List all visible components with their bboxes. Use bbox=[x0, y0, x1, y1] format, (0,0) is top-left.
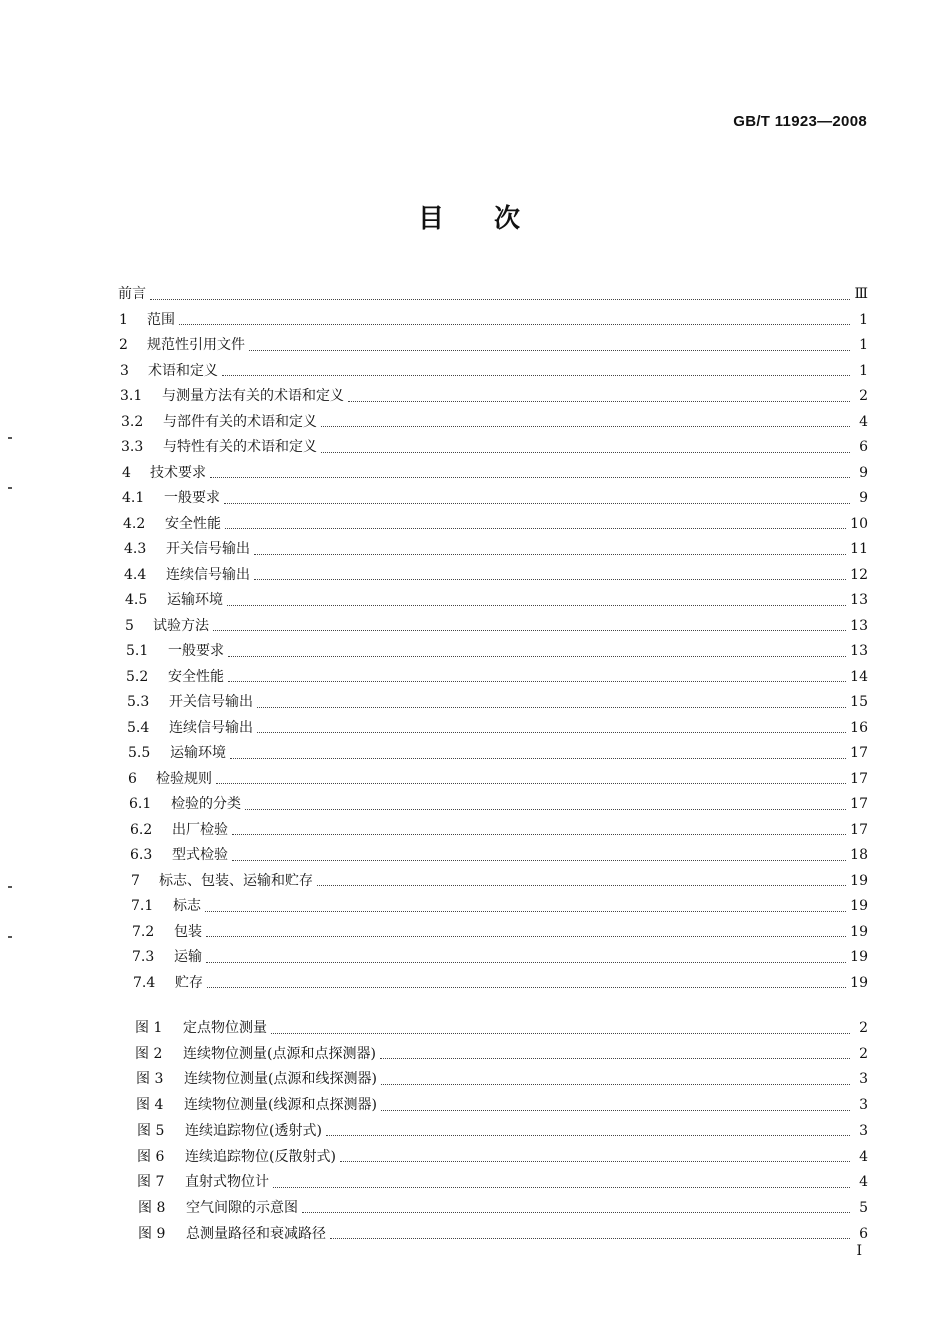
toc-entry-label: 标志、包装、运输和贮存 bbox=[159, 872, 313, 889]
toc-entry[interactable] bbox=[125, 589, 868, 613]
dot-leader bbox=[179, 324, 850, 325]
toc-entry[interactable] bbox=[130, 819, 868, 843]
dot-leader bbox=[150, 299, 850, 300]
toc-entry[interactable] bbox=[127, 691, 868, 715]
figure-entry-label: 空气间隙的示意图 bbox=[186, 1199, 298, 1216]
figure-entry-number: 图 1 bbox=[135, 1020, 163, 1036]
figure-entry-page: 3 bbox=[859, 1097, 868, 1114]
toc-entry[interactable] bbox=[128, 742, 868, 766]
figure-entry-number: 图 2 bbox=[135, 1045, 163, 1062]
toc-entry-label: 前言 bbox=[118, 286, 146, 302]
toc-entry-page: 16 bbox=[850, 719, 868, 736]
figure-entry-number: 图 8 bbox=[138, 1199, 166, 1216]
figure-entry-number: 图 5 bbox=[137, 1122, 165, 1139]
dot-leader bbox=[348, 401, 850, 402]
toc-entry-page: 19 bbox=[850, 974, 868, 991]
dot-leader bbox=[254, 579, 846, 580]
dot-leader bbox=[326, 1135, 850, 1136]
toc-entry-label: 贮存 bbox=[175, 974, 203, 991]
toc-entry-page: 9 bbox=[859, 490, 868, 506]
toc-entry[interactable] bbox=[128, 768, 868, 792]
toc-entry[interactable] bbox=[122, 462, 868, 486]
toc-entry-page: 1 bbox=[859, 362, 868, 379]
dot-leader bbox=[330, 1238, 850, 1239]
toc-entry-label: 一般要求 bbox=[164, 490, 220, 506]
dot-leader bbox=[302, 1212, 850, 1213]
toc-entry-page: 12 bbox=[850, 566, 868, 583]
toc-entry-number: 6.2 bbox=[130, 821, 153, 838]
figure-entry-page: 4 bbox=[859, 1148, 868, 1165]
toc-entry-page: 2 bbox=[859, 388, 868, 404]
dot-leader bbox=[216, 783, 846, 784]
dot-leader bbox=[205, 911, 846, 912]
toc-entry[interactable] bbox=[129, 793, 868, 817]
toc-entry-label: 技术要求 bbox=[150, 464, 206, 481]
dot-leader bbox=[213, 630, 846, 631]
toc-entry[interactable] bbox=[133, 972, 868, 996]
toc-entry[interactable] bbox=[120, 360, 868, 384]
toc-entry[interactable] bbox=[130, 844, 868, 868]
toc-entry-number: 7.3 bbox=[132, 949, 155, 965]
toc-entry[interactable] bbox=[119, 309, 868, 333]
toc-entry-label: 型式检验 bbox=[172, 847, 228, 863]
toc-entry-page: 15 bbox=[850, 694, 868, 710]
toc-entry-number: 4.1 bbox=[122, 490, 145, 506]
standard-code: GB/T 11923—2008 bbox=[733, 113, 867, 130]
dot-leader bbox=[206, 962, 846, 963]
toc-entry[interactable] bbox=[120, 385, 868, 409]
dot-leader bbox=[206, 936, 846, 937]
figure-entry-label: 连续追踪物位(透射式) bbox=[185, 1122, 322, 1139]
toc-entry[interactable] bbox=[132, 921, 868, 945]
dot-leader bbox=[232, 860, 846, 861]
figure-entry[interactable] bbox=[137, 1171, 868, 1195]
dot-leader bbox=[228, 656, 846, 657]
figure-entry-number: 图 4 bbox=[136, 1097, 164, 1114]
toc-entry-number: 7.4 bbox=[133, 974, 156, 991]
dot-leader bbox=[381, 1084, 850, 1085]
toc-entry-label: 与测量方法有关的术语和定义 bbox=[162, 388, 344, 404]
toc-entry-label: 安全性能 bbox=[165, 515, 221, 532]
dot-leader bbox=[225, 528, 846, 529]
figure-entry-number: 图 7 bbox=[137, 1174, 165, 1191]
toc-entry-label: 试验方法 bbox=[153, 617, 209, 634]
dot-leader bbox=[207, 987, 846, 988]
scan-mark bbox=[8, 437, 12, 439]
toc-entry-label: 术语和定义 bbox=[148, 362, 218, 379]
figure-entry[interactable] bbox=[138, 1223, 868, 1247]
toc-entry-label: 开关信号输出 bbox=[166, 541, 250, 557]
toc-entry-number: 4.3 bbox=[124, 541, 147, 557]
dot-leader bbox=[230, 758, 846, 759]
toc-entry-label: 检验规则 bbox=[156, 770, 212, 787]
figure-entry[interactable] bbox=[138, 1197, 868, 1221]
toc-entry[interactable] bbox=[131, 870, 868, 894]
toc-entry-number: 7.2 bbox=[132, 923, 155, 940]
scan-mark bbox=[8, 886, 12, 888]
toc-entry-label: 标志 bbox=[173, 898, 201, 914]
dot-leader bbox=[245, 809, 846, 810]
dot-leader bbox=[340, 1161, 850, 1162]
toc-entry[interactable] bbox=[123, 513, 868, 537]
toc-entry-number: 5 bbox=[125, 617, 134, 634]
toc-entry-page: 19 bbox=[850, 872, 868, 889]
dot-leader bbox=[232, 834, 846, 835]
toc-entry-number: 4.2 bbox=[123, 515, 146, 532]
toc-entry-page: 19 bbox=[850, 949, 868, 965]
figure-entry-page: 3 bbox=[859, 1122, 868, 1139]
toc-entry-page: 19 bbox=[850, 923, 868, 940]
dot-leader bbox=[254, 554, 846, 555]
toc-entry-number: 6.3 bbox=[130, 847, 153, 863]
toc-entry-page: 14 bbox=[850, 668, 868, 685]
toc-entry[interactable] bbox=[131, 895, 868, 919]
dot-leader bbox=[317, 885, 846, 886]
dot-leader bbox=[257, 707, 846, 708]
figure-entry-label: 直射式物位计 bbox=[185, 1174, 269, 1191]
toc-entry-label: 出厂检验 bbox=[172, 821, 228, 838]
toc-entry-label: 开关信号输出 bbox=[169, 694, 253, 710]
toc-entry-number: 3.1 bbox=[120, 388, 143, 404]
figure-entry-page: 3 bbox=[859, 1071, 868, 1088]
dot-leader bbox=[210, 477, 850, 478]
toc-entry-label: 检验的分类 bbox=[171, 796, 241, 812]
toc-entry-number: 7.1 bbox=[131, 898, 154, 914]
figure-entry-number: 图 3 bbox=[136, 1071, 164, 1088]
toc-entry-number: 3.3 bbox=[121, 439, 144, 455]
toc-entry-page: 17 bbox=[850, 770, 868, 787]
scan-mark bbox=[8, 487, 12, 489]
dot-leader bbox=[227, 605, 846, 606]
dot-leader bbox=[228, 681, 846, 682]
figure-entry[interactable] bbox=[137, 1146, 868, 1170]
toc-entry-page: 17 bbox=[850, 745, 868, 761]
toc-entry-number: 3 bbox=[120, 362, 129, 379]
dot-leader bbox=[321, 426, 850, 427]
toc-entry-page: 10 bbox=[850, 515, 868, 532]
figure-entry-label: 连续物位测量(点源和线探测器) bbox=[184, 1071, 377, 1088]
toc-entry-page: 6 bbox=[859, 439, 868, 455]
toc-entry-number: 7 bbox=[131, 872, 140, 889]
toc-entry-label: 运输 bbox=[174, 949, 202, 965]
toc-entry-number: 2 bbox=[119, 337, 128, 353]
toc-entry-label: 包装 bbox=[174, 923, 202, 940]
dot-leader bbox=[224, 503, 850, 504]
figure-entry-label: 连续追踪物位(反散射式) bbox=[185, 1148, 336, 1165]
toc-entry[interactable] bbox=[119, 334, 868, 358]
figure-entry-page: 5 bbox=[859, 1199, 868, 1216]
toc-entry-label: 范围 bbox=[147, 311, 175, 328]
toc-entry-number: 5.2 bbox=[126, 668, 149, 685]
page-title: 目次 bbox=[417, 204, 570, 234]
toc-entry-number: 5.3 bbox=[127, 694, 150, 710]
toc-entry-page: 1 bbox=[859, 337, 868, 353]
figure-entry-number: 图 6 bbox=[137, 1148, 165, 1165]
figure-entry-page: 2 bbox=[859, 1020, 868, 1036]
toc-entry-number: 6.1 bbox=[129, 796, 152, 812]
toc-entry-page: 4 bbox=[859, 413, 868, 430]
dot-leader bbox=[257, 732, 846, 733]
toc-entry[interactable] bbox=[124, 564, 868, 588]
dot-leader bbox=[249, 350, 850, 351]
toc-entry-label: 一般要求 bbox=[168, 643, 224, 659]
figure-entry-number: 图 9 bbox=[138, 1225, 166, 1242]
toc-entry-page: Ⅲ bbox=[854, 286, 868, 302]
toc-entry-page: 11 bbox=[850, 541, 868, 557]
toc-entry-number: 3.2 bbox=[121, 413, 144, 430]
toc-entry-page: 13 bbox=[850, 643, 868, 659]
toc-entry-number: 1 bbox=[119, 311, 128, 328]
toc-entry[interactable] bbox=[121, 411, 868, 435]
figure-entry-label: 定点物位测量 bbox=[183, 1020, 267, 1036]
dot-leader bbox=[381, 1110, 850, 1111]
toc-entry-page: 9 bbox=[859, 464, 868, 481]
toc-entry[interactable] bbox=[122, 487, 868, 511]
toc-entry-page: 13 bbox=[850, 592, 868, 608]
figure-entry-label: 连续物位测量(线源和点探测器) bbox=[184, 1097, 377, 1114]
toc-entry-page: 17 bbox=[850, 821, 868, 838]
toc-entry-page: 18 bbox=[850, 847, 868, 863]
figure-entry[interactable] bbox=[137, 1120, 868, 1144]
toc-entry-page: 1 bbox=[859, 311, 868, 328]
toc-entry-label: 规范性引用文件 bbox=[147, 337, 245, 353]
toc-entry-number: 4.5 bbox=[125, 592, 148, 608]
toc-entry-number: 5.5 bbox=[128, 745, 151, 761]
toc-entry[interactable] bbox=[125, 615, 868, 639]
toc-entry[interactable] bbox=[124, 538, 868, 562]
dot-leader bbox=[222, 375, 850, 376]
toc-entry-label: 运输环境 bbox=[170, 745, 226, 761]
toc-entry-label: 连续信号输出 bbox=[169, 719, 253, 736]
page-number: I bbox=[856, 1243, 862, 1259]
dot-leader bbox=[271, 1033, 850, 1034]
toc-entry-label: 与特性有关的术语和定义 bbox=[163, 439, 317, 455]
toc-entry-number: 5.1 bbox=[126, 643, 149, 659]
toc-entry-label: 连续信号输出 bbox=[166, 566, 250, 583]
toc-entry-number: 4 bbox=[122, 464, 131, 481]
toc-entry-label: 运输环境 bbox=[167, 592, 223, 608]
dot-leader bbox=[273, 1187, 850, 1188]
toc-entry[interactable] bbox=[118, 283, 868, 307]
toc-entry-label: 与部件有关的术语和定义 bbox=[163, 413, 317, 430]
toc-entry-number: 5.4 bbox=[127, 719, 150, 736]
toc-entry-label: 安全性能 bbox=[168, 668, 224, 685]
dot-leader bbox=[321, 452, 850, 453]
toc-entry-number: 4.4 bbox=[124, 566, 147, 583]
figure-entry-label: 总测量路径和衰减路径 bbox=[186, 1225, 326, 1242]
toc-entry[interactable] bbox=[132, 946, 868, 970]
toc-entry[interactable] bbox=[126, 666, 868, 690]
figure-entry-page: 2 bbox=[859, 1045, 868, 1062]
toc-entry[interactable] bbox=[127, 717, 868, 741]
figure-entry[interactable] bbox=[135, 1017, 868, 1041]
scan-mark bbox=[8, 936, 12, 938]
figure-entry-page: 4 bbox=[859, 1174, 868, 1191]
dot-leader bbox=[380, 1058, 850, 1059]
figure-entry-label: 连续物位测量(点源和点探测器) bbox=[183, 1045, 376, 1062]
toc-entry[interactable] bbox=[121, 436, 868, 460]
figure-entry[interactable] bbox=[136, 1094, 868, 1118]
toc-entry[interactable] bbox=[126, 640, 868, 664]
figure-entry[interactable] bbox=[136, 1068, 868, 1092]
toc-entry-page: 19 bbox=[850, 898, 868, 914]
figure-entry[interactable] bbox=[135, 1043, 868, 1067]
figure-entry-page: 6 bbox=[859, 1225, 868, 1242]
toc-entry-number: 6 bbox=[128, 770, 137, 787]
toc-entry-page: 13 bbox=[850, 617, 868, 634]
toc-entry-page: 17 bbox=[850, 796, 868, 812]
